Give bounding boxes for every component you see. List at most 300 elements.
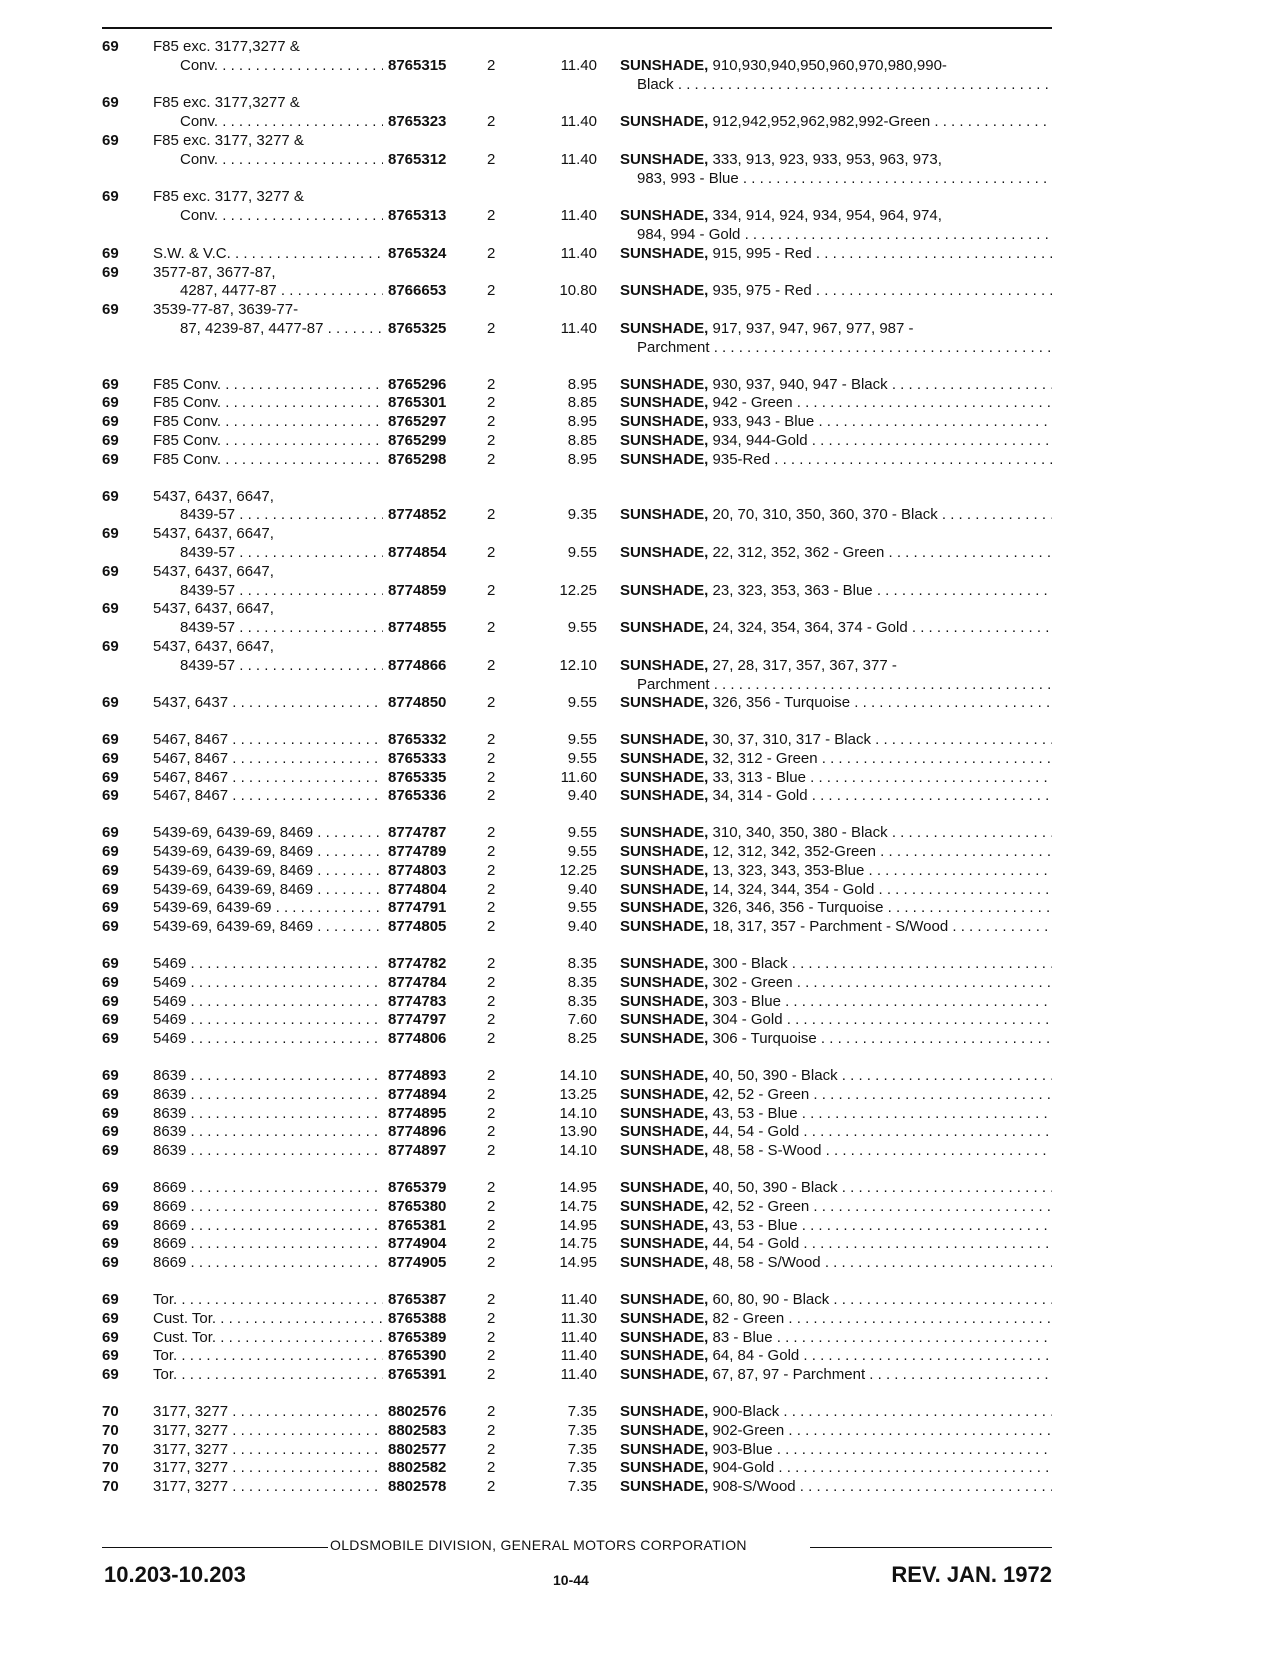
- model-year: 69: [102, 1197, 119, 1215]
- part-detail: 934, 944-Gold: [708, 431, 808, 449]
- quantity: 2: [487, 899, 496, 917]
- part-name: SUNSHADE,: [620, 431, 709, 449]
- part-name: SUNSHADE,: [620, 973, 709, 991]
- table-row: [0, 1067, 1287, 1086]
- model-year: 69: [102, 1123, 119, 1141]
- model-year: 70: [102, 1440, 119, 1458]
- part-name: SUNSHADE,: [620, 694, 709, 712]
- model-description: 5437, 6437, 6647,: [153, 562, 274, 580]
- quantity: 2: [487, 1123, 496, 1141]
- part-number: 8774804: [388, 880, 447, 898]
- table-row: [0, 1123, 1287, 1142]
- list-price: 7.35: [567, 1440, 597, 1458]
- model-year: 69: [102, 1366, 119, 1384]
- part-name: SUNSHADE,: [620, 787, 709, 805]
- table-row: [0, 899, 1287, 918]
- table-row: [0, 657, 1287, 676]
- model-description: 8669 . . .: [153, 1198, 383, 1217]
- table-row: [0, 188, 1287, 207]
- list-price: 11.40: [560, 244, 597, 262]
- table-row: [0, 1347, 1287, 1366]
- table-row: [0, 132, 1287, 151]
- quantity: 2: [487, 880, 496, 898]
- part-name: SUNSHADE,: [620, 1366, 709, 1384]
- part-number: 8765298: [388, 450, 447, 468]
- part-detail: 904-Gold: [708, 1459, 775, 1477]
- part-detail: 935, 975 - Red: [708, 282, 812, 300]
- part-name: SUNSHADE,: [620, 731, 709, 749]
- list-price: 8.95: [567, 413, 597, 431]
- list-price: 11.40: [560, 319, 597, 337]
- quantity: 2: [487, 1478, 496, 1496]
- part-name: SUNSHADE,: [620, 394, 709, 412]
- part-detail: 310, 340, 350, 380 - Black: [708, 824, 888, 842]
- part-name: SUNSHADE,: [620, 282, 709, 300]
- part-number: 8765381: [388, 1216, 447, 1234]
- parts-list: [0, 38, 1287, 1497]
- list-price: 9.55: [567, 619, 597, 637]
- part-number: 8774866: [388, 656, 447, 674]
- part-name: SUNSHADE,: [620, 1440, 709, 1458]
- model-description: Tor. . . .: [153, 1291, 383, 1310]
- quantity: 2: [487, 1067, 496, 1085]
- part-description: [620, 694, 1052, 713]
- quantity: 2: [487, 843, 496, 861]
- part-name: SUNSHADE,: [620, 861, 709, 879]
- part-description: [620, 544, 1052, 563]
- part-number: 8765301: [388, 394, 447, 412]
- model-year: 69: [102, 1235, 119, 1253]
- table-row: [0, 301, 1287, 320]
- model-year: 69: [102, 244, 119, 262]
- group-spacer: [0, 358, 1287, 376]
- table-row: [0, 1329, 1287, 1348]
- part-detail: 67, 87, 97 - Parchment: [708, 1366, 866, 1384]
- quantity: 2: [487, 375, 496, 393]
- part-description: [637, 339, 1052, 358]
- list-price: 8.35: [567, 992, 597, 1010]
- part-number: 8774904: [388, 1235, 447, 1253]
- part-detail: 983, 993 - Blue: [637, 169, 739, 187]
- part-detail: 30, 37, 310, 317 - Black: [708, 731, 871, 749]
- model-description: 5467, 8467 . . .: [153, 731, 383, 750]
- quantity: 2: [487, 1197, 496, 1215]
- model-description: 8639 . . .: [153, 1086, 383, 1105]
- list-price: 11.40: [560, 1347, 597, 1365]
- model-year: 69: [102, 843, 119, 861]
- model-description: 5469 . . .: [153, 993, 383, 1012]
- model-year: 69: [102, 263, 119, 281]
- model-description: 3177, 3277 . . .: [153, 1422, 383, 1441]
- quantity: 2: [487, 1254, 496, 1272]
- model-description: Tor. . . .: [153, 1347, 383, 1366]
- table-row: [0, 993, 1287, 1012]
- model-description: 3177, 3277 . . .: [153, 1478, 383, 1497]
- table-row: [0, 394, 1287, 413]
- part-detail: 303 - Blue: [708, 992, 781, 1010]
- list-price: 13.25: [559, 1085, 597, 1103]
- quantity: 2: [487, 1440, 496, 1458]
- list-price: 11.40: [560, 150, 597, 168]
- part-detail: 44, 54 - Gold: [708, 1123, 800, 1141]
- model-year: 69: [102, 992, 119, 1010]
- model-year: 69: [102, 787, 119, 805]
- part-description: [620, 1347, 1052, 1366]
- table-row: [0, 1310, 1287, 1329]
- list-price: 11.40: [560, 1366, 597, 1384]
- group-spacer: [0, 713, 1287, 731]
- part-name: SUNSHADE,: [620, 450, 709, 468]
- model-description: 8439-57 . . .: [180, 657, 383, 676]
- model-year: 69: [102, 487, 119, 505]
- table-row: [0, 413, 1287, 432]
- table-row: [0, 451, 1287, 470]
- model-description: 3177, 3277 . . .: [153, 1441, 383, 1460]
- quantity: 2: [487, 1216, 496, 1234]
- model-description: 8639 . . .: [153, 1105, 383, 1124]
- table-row: [0, 1478, 1287, 1497]
- part-description: [620, 1198, 1052, 1217]
- list-price: 12.10: [559, 656, 597, 674]
- part-detail: 912,942,952,962,982,992-Green: [708, 113, 931, 131]
- list-price: 8.95: [567, 375, 597, 393]
- part-description: [637, 676, 1052, 695]
- group-spacer: [0, 806, 1287, 824]
- table-row: [0, 38, 1287, 57]
- part-description: [620, 1011, 1052, 1030]
- list-price: 7.35: [567, 1421, 597, 1439]
- part-detail: 22, 312, 352, 362 - Green: [708, 543, 885, 561]
- quantity: 2: [487, 787, 496, 805]
- part-description: [620, 657, 1052, 676]
- part-name: SUNSHADE,: [620, 843, 709, 861]
- quantity: 2: [487, 1459, 496, 1477]
- part-description: [620, 1329, 1052, 1348]
- model-description: 8639 . . .: [153, 1067, 383, 1086]
- quantity: 2: [487, 319, 496, 337]
- part-detail: Parchment: [637, 675, 710, 693]
- part-name: SUNSHADE,: [620, 375, 709, 393]
- part-detail: 910,930,940,950,960,970,980,990-: [708, 56, 947, 74]
- quantity: 2: [487, 656, 496, 674]
- list-price: 14.75: [559, 1235, 597, 1253]
- part-name: SUNSHADE,: [620, 1403, 709, 1420]
- model-year: 69: [102, 431, 119, 449]
- model-description: 4287, 4477-87 . . .: [180, 282, 383, 301]
- part-number: 8774787: [388, 824, 447, 842]
- part-number: 8765390: [388, 1347, 447, 1365]
- part-detail: 902-Green: [708, 1421, 785, 1439]
- part-detail: 333, 913, 923, 933, 953, 963, 973,: [708, 150, 942, 168]
- list-price: 11.40: [560, 1291, 597, 1309]
- part-number: 8765379: [388, 1179, 447, 1197]
- part-number: 8765335: [388, 768, 447, 786]
- part-name: SUNSHADE,: [620, 619, 709, 637]
- list-price: 9.55: [567, 843, 597, 861]
- part-description: [620, 1030, 1052, 1049]
- list-price: 9.55: [567, 694, 597, 712]
- list-price: 8.35: [567, 973, 597, 991]
- part-number: 8765312: [388, 150, 447, 168]
- footer-rule-left: [102, 1547, 328, 1548]
- part-detail: 326, 356 - Turquoise: [708, 694, 851, 712]
- part-description: [620, 1142, 1052, 1161]
- quantity: 2: [487, 1142, 496, 1160]
- model-description: 87, 4239-87, 4477-87 . . .: [180, 320, 383, 339]
- list-price: 7.35: [567, 1478, 597, 1496]
- quantity: 2: [487, 244, 496, 262]
- model-year: 70: [102, 1478, 119, 1496]
- part-description: [620, 282, 1052, 301]
- table-row: [0, 918, 1287, 937]
- part-description: [620, 955, 1052, 974]
- model-year: 69: [102, 1291, 119, 1309]
- model-year: 69: [102, 749, 119, 767]
- table-row: [0, 843, 1287, 862]
- model-description: Cust. Tor. . . .: [153, 1310, 383, 1329]
- quantity: 2: [487, 1085, 496, 1103]
- model-description: F85 Conv. . . .: [153, 432, 383, 451]
- table-row: [0, 1441, 1287, 1460]
- model-year: 70: [102, 1403, 119, 1420]
- part-description: [620, 750, 1052, 769]
- part-number: 8774897: [388, 1142, 447, 1160]
- model-year: 69: [102, 1085, 119, 1103]
- part-description: [620, 394, 1052, 413]
- part-detail: 326, 346, 356 - Turquoise: [708, 899, 884, 917]
- part-description: [620, 843, 1052, 862]
- model-description: 5437, 6437, 6647,: [153, 637, 274, 655]
- list-price: 9.55: [567, 899, 597, 917]
- part-detail: 942 - Green: [708, 394, 793, 412]
- model-year: 69: [102, 955, 119, 973]
- model-description: 5439-69, 6439-69, 8469 . . .: [153, 881, 383, 900]
- quantity: 2: [487, 768, 496, 786]
- quantity: 2: [487, 506, 496, 524]
- part-name: SUNSHADE,: [620, 1309, 709, 1327]
- part-detail: 300 - Black: [708, 955, 788, 973]
- part-name: SUNSHADE,: [620, 1478, 709, 1496]
- table-row: [0, 638, 1287, 657]
- part-name: SUNSHADE,: [620, 824, 709, 842]
- model-year: 70: [102, 1459, 119, 1477]
- table-row: [0, 506, 1287, 525]
- model-year: 69: [102, 131, 119, 149]
- table-row: [0, 226, 1287, 245]
- table-row: [0, 113, 1287, 132]
- list-price: 8.35: [567, 955, 597, 973]
- model-description: 8669 . . .: [153, 1217, 383, 1236]
- part-description: [620, 974, 1052, 993]
- model-description: Conv. . . .: [180, 57, 383, 76]
- quantity: 2: [487, 56, 496, 74]
- part-detail: 64, 84 - Gold: [708, 1347, 800, 1365]
- part-number: 8765391: [388, 1366, 447, 1384]
- part-detail: 34, 314 - Gold: [708, 787, 808, 805]
- model-description: F85 exc. 3177, 3277 &: [153, 188, 304, 206]
- table-row: [0, 1403, 1287, 1422]
- model-description: 8439-57 . . .: [180, 544, 383, 563]
- table-row: [0, 1142, 1287, 1161]
- part-name: SUNSHADE,: [620, 244, 709, 262]
- model-description: 8669 . . .: [153, 1254, 383, 1273]
- list-price: 14.75: [559, 1197, 597, 1215]
- model-year: 69: [102, 600, 119, 618]
- table-row: [0, 787, 1287, 806]
- model-year: 69: [102, 413, 119, 431]
- model-description: 8639 . . .: [153, 1142, 383, 1161]
- part-number: 8774806: [388, 1030, 447, 1048]
- part-number: 8774783: [388, 992, 447, 1010]
- table-row: [0, 974, 1287, 993]
- part-detail: 14, 324, 344, 354 - Gold: [708, 880, 875, 898]
- list-price: 11.60: [560, 768, 597, 786]
- part-number: 8774854: [388, 543, 447, 561]
- model-description: 5439-69, 6439-69, 8469 . . .: [153, 843, 383, 862]
- part-detail: 44, 54 - Gold: [708, 1235, 800, 1253]
- quantity: 2: [487, 619, 496, 637]
- part-description: [620, 451, 1052, 470]
- model-year: 69: [102, 394, 119, 412]
- part-description: [620, 993, 1052, 1012]
- model-description: F85 Conv. . . .: [153, 376, 383, 395]
- quantity: 2: [487, 992, 496, 1010]
- part-number: 8774797: [388, 1011, 447, 1029]
- table-row: [0, 824, 1287, 843]
- list-price: 7.35: [567, 1459, 597, 1477]
- part-number: 8765296: [388, 375, 447, 393]
- part-detail: 42, 52 - Green: [708, 1197, 810, 1215]
- model-year: 69: [102, 1011, 119, 1029]
- table-row: [0, 1235, 1287, 1254]
- quantity: 2: [487, 918, 496, 936]
- list-price: 14.95: [559, 1179, 597, 1197]
- model-year: 69: [102, 1142, 119, 1160]
- table-row: [0, 376, 1287, 395]
- part-number: 8765387: [388, 1291, 447, 1309]
- part-name: SUNSHADE,: [620, 1235, 709, 1253]
- part-description: [620, 320, 1052, 339]
- part-description: [620, 432, 1052, 451]
- table-row: [0, 544, 1287, 563]
- part-name: SUNSHADE,: [620, 543, 709, 561]
- model-year: 69: [102, 1216, 119, 1234]
- part-detail: 984, 994 - Gold: [637, 225, 741, 243]
- model-description: 5437, 6437, 6647,: [153, 600, 274, 618]
- model-year: 69: [102, 1030, 119, 1048]
- part-name: SUNSHADE,: [620, 1421, 709, 1439]
- model-description: 8669 . . .: [153, 1179, 383, 1198]
- table-row: [0, 731, 1287, 750]
- model-description: 5467, 8467 . . .: [153, 787, 383, 806]
- model-year: 69: [102, 188, 119, 206]
- part-number: 8802577: [388, 1440, 447, 1458]
- table-row: [0, 320, 1287, 339]
- part-description: [620, 1478, 1052, 1497]
- part-description: [620, 57, 1052, 76]
- part-description: [620, 1067, 1052, 1086]
- list-price: 9.55: [567, 749, 597, 767]
- model-year: 69: [102, 880, 119, 898]
- part-detail: 12, 312, 342, 352-Green: [708, 843, 876, 861]
- part-name: SUNSHADE,: [620, 1011, 709, 1029]
- part-detail: 60, 80, 90 - Black: [708, 1291, 830, 1309]
- model-description: F85 Conv. . . .: [153, 451, 383, 470]
- model-description: 5439-69, 6439-69, 8469 . . .: [153, 824, 383, 843]
- part-detail: 43, 53 - Blue: [708, 1216, 798, 1234]
- list-price: 11.30: [560, 1309, 597, 1327]
- part-description: [620, 619, 1052, 638]
- part-detail: 935-Red: [708, 450, 771, 468]
- model-year: 69: [102, 450, 119, 468]
- part-number: 8802583: [388, 1421, 447, 1439]
- part-name: SUNSHADE,: [620, 656, 709, 674]
- part-description: [620, 1179, 1052, 1198]
- top-rule: [102, 27, 1052, 29]
- model-year: 69: [102, 301, 119, 319]
- model-description: Conv. . . .: [180, 113, 383, 132]
- model-year: 69: [102, 1254, 119, 1272]
- model-description: S.W. & V.C. . . .: [153, 245, 383, 264]
- part-name: SUNSHADE,: [620, 1085, 709, 1103]
- part-description: [620, 413, 1052, 432]
- table-row: [0, 563, 1287, 582]
- table-row: [0, 582, 1287, 601]
- list-price: 11.40: [560, 207, 597, 225]
- part-number: 8774784: [388, 973, 447, 991]
- quantity: 2: [487, 394, 496, 412]
- model-description: 3177, 3277 . . .: [153, 1459, 383, 1478]
- model-description: 3539-77-87, 3639-77-: [153, 301, 299, 319]
- model-description: 5437, 6437 . . .: [153, 694, 383, 713]
- part-name: SUNSHADE,: [620, 1328, 709, 1346]
- part-number: 8774895: [388, 1104, 447, 1122]
- part-number: 8765380: [388, 1197, 447, 1215]
- quantity: 2: [487, 282, 496, 300]
- table-row: [0, 881, 1287, 900]
- part-name: SUNSHADE,: [620, 1197, 709, 1215]
- part-detail: 930, 937, 940, 947 - Black: [708, 375, 888, 393]
- table-row: [0, 619, 1287, 638]
- group-spacer: [0, 937, 1287, 955]
- part-name: SUNSHADE,: [620, 1216, 709, 1234]
- list-price: 9.40: [567, 787, 597, 805]
- list-price: 14.95: [559, 1216, 597, 1234]
- part-name: SUNSHADE,: [620, 506, 709, 524]
- list-price: 12.25: [559, 861, 597, 879]
- list-price: 7.35: [567, 1403, 597, 1420]
- part-name: SUNSHADE,: [620, 955, 709, 973]
- model-description: Tor. . . .: [153, 1366, 383, 1385]
- quantity: 2: [487, 1104, 496, 1122]
- part-detail: 915, 995 - Red: [708, 244, 812, 262]
- part-name: SUNSHADE,: [620, 1179, 709, 1197]
- part-description: [620, 376, 1052, 395]
- model-year: 69: [102, 1328, 119, 1346]
- footer-page-number: 10-44: [553, 1572, 589, 1588]
- table-row: [0, 1422, 1287, 1441]
- part-name: SUNSHADE,: [620, 581, 709, 599]
- quantity: 2: [487, 413, 496, 431]
- part-number: 8774896: [388, 1123, 447, 1141]
- part-description: [620, 1441, 1052, 1460]
- model-year: 69: [102, 694, 119, 712]
- model-description: 5437, 6437, 6647,: [153, 525, 274, 543]
- part-name: SUNSHADE,: [620, 899, 709, 917]
- part-detail: 48, 58 - S-Wood: [708, 1142, 822, 1160]
- list-price: 8.95: [567, 450, 597, 468]
- part-description: [620, 207, 1052, 226]
